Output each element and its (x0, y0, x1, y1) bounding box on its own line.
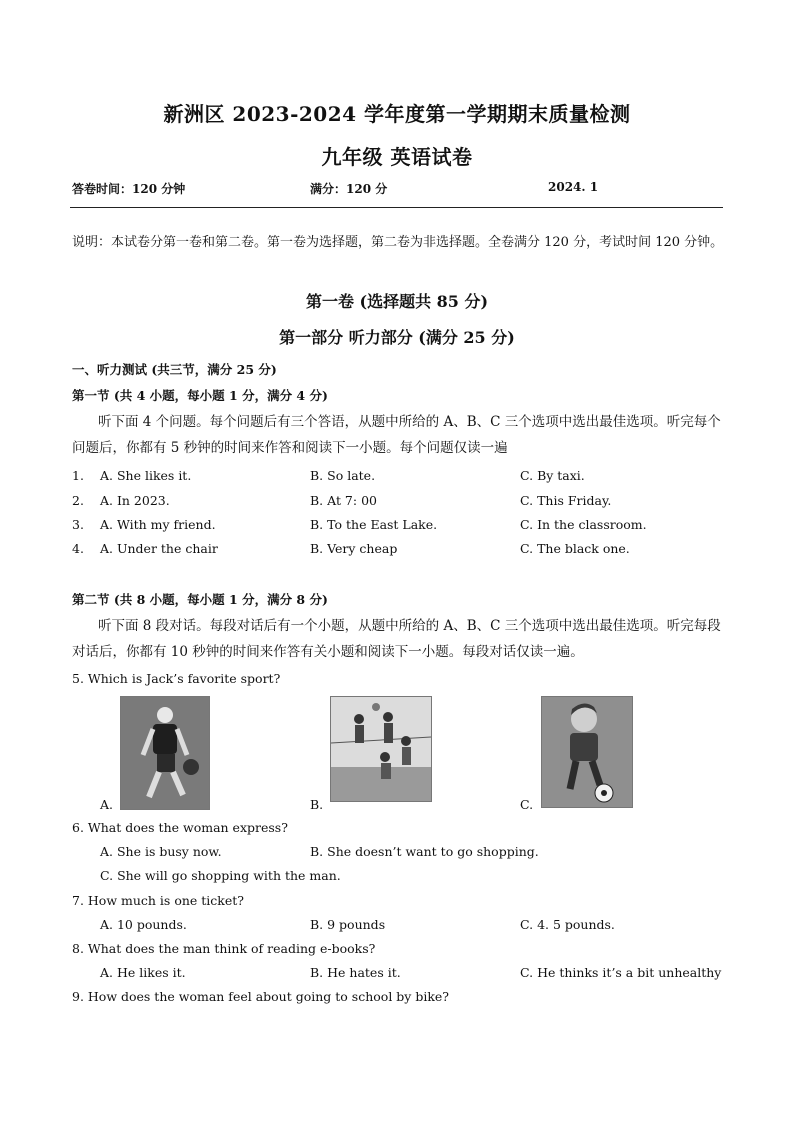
section1-heading: 第一节 (共 4 小题，每小题 1 分，满分 4 分) (72, 388, 328, 403)
question-9: 9. How does the woman feel about going to school by bike? (72, 989, 450, 1004)
option-c: C. 4. 5 pounds. (520, 917, 615, 932)
option-b: B. So late. (310, 468, 376, 483)
option-c: C. This Friday. (520, 493, 612, 508)
exam-time: 答卷时间：120 分钟 (72, 182, 186, 196)
part-heading: 第一部分 听力部分 (满分 25 分) (279, 328, 515, 347)
option-b: B. 9 pounds (310, 917, 386, 932)
exam-note: 说明：本试卷分第一卷和第二卷。第一卷为选择题，第二卷为非选择题。全卷满分 120 分，考试时间 120 分钟。 (72, 235, 724, 250)
option-b: B. She doesn’t want to go shopping. (310, 844, 539, 859)
option-c: C. By taxi. (520, 468, 585, 483)
question-number: 2. (72, 493, 84, 508)
section2-instruction: 听下面 8 段对话。每段对话后有一个小题，从题中所给的 A、B、C 三个选项中选出最佳选项。听完每段对话后，你都有 10 秒钟的时间来作答有关小题和阅读下一小题。每段对话仅读一遍。 (72, 618, 721, 660)
exam-title: 新洲区 2023-2024 学年度第一学期期末质量检测 (163, 102, 631, 126)
basketball-player-photo (120, 696, 210, 810)
question-number: 4. (72, 541, 84, 556)
exam-subtitle: 九年级 英语试卷 (321, 145, 473, 169)
question-7: 7. How much is one ticket? (72, 893, 244, 908)
option-a: A. Under the chair (100, 541, 218, 556)
option-a: A. She likes it. (100, 468, 192, 483)
option-c: C. He thinks it’s a bit unhealthy (520, 965, 722, 980)
exam-score: 满分：120 分 (310, 182, 388, 196)
volleyball-players-photo (330, 696, 432, 802)
listening-heading: 一、听力测试 (共三节，满分 25 分) (72, 362, 277, 377)
image-label-b: B. (310, 797, 324, 812)
section1-instruction: 听下面 4 个问题。每个问题后有三个答语，从题中所给的 A、B、C 三个选项中选出最佳选项。听完每个问题后，你都有 5 秒钟的时间来作答和阅读下一小题。每个问题仅读一遍 (72, 414, 721, 456)
option-b: B. He hates it. (310, 965, 401, 980)
option-b: B. Very cheap (310, 541, 398, 556)
option-c: C. The black one. (520, 541, 630, 556)
question-number: 3. (72, 517, 84, 532)
option-c: C. In the classroom. (520, 517, 647, 532)
header-divider (70, 207, 723, 208)
question-8: 8. What does the man think of reading e-books? (72, 941, 376, 956)
option-c: C. She will go shopping with the man. (100, 868, 341, 883)
section2-heading: 第二节 (共 8 小题，每小题 1 分，满分 8 分) (72, 592, 328, 607)
option-a: A. With my friend. (100, 517, 216, 532)
option-a: A. She is busy now. (100, 844, 222, 859)
volume-heading: 第一卷 (选择题共 85 分) (305, 292, 489, 311)
question-6: 6. What does the woman express? (72, 820, 288, 835)
option-a: A. In 2023. (100, 493, 170, 508)
exam-date: 2024. 1 (548, 180, 599, 194)
soccer-player-photo (541, 696, 633, 808)
question-number: 1. (72, 468, 84, 483)
image-label-c: C. (520, 797, 534, 812)
option-a: A. 10 pounds. (100, 917, 187, 932)
option-b: B. To the East Lake. (310, 517, 438, 532)
question-5: 5. Which is Jack’s favorite sport? (72, 671, 281, 686)
option-b: B. At 7: 00 (310, 493, 377, 508)
image-label-a: A. (100, 797, 114, 812)
option-a: A. He likes it. (100, 965, 186, 980)
